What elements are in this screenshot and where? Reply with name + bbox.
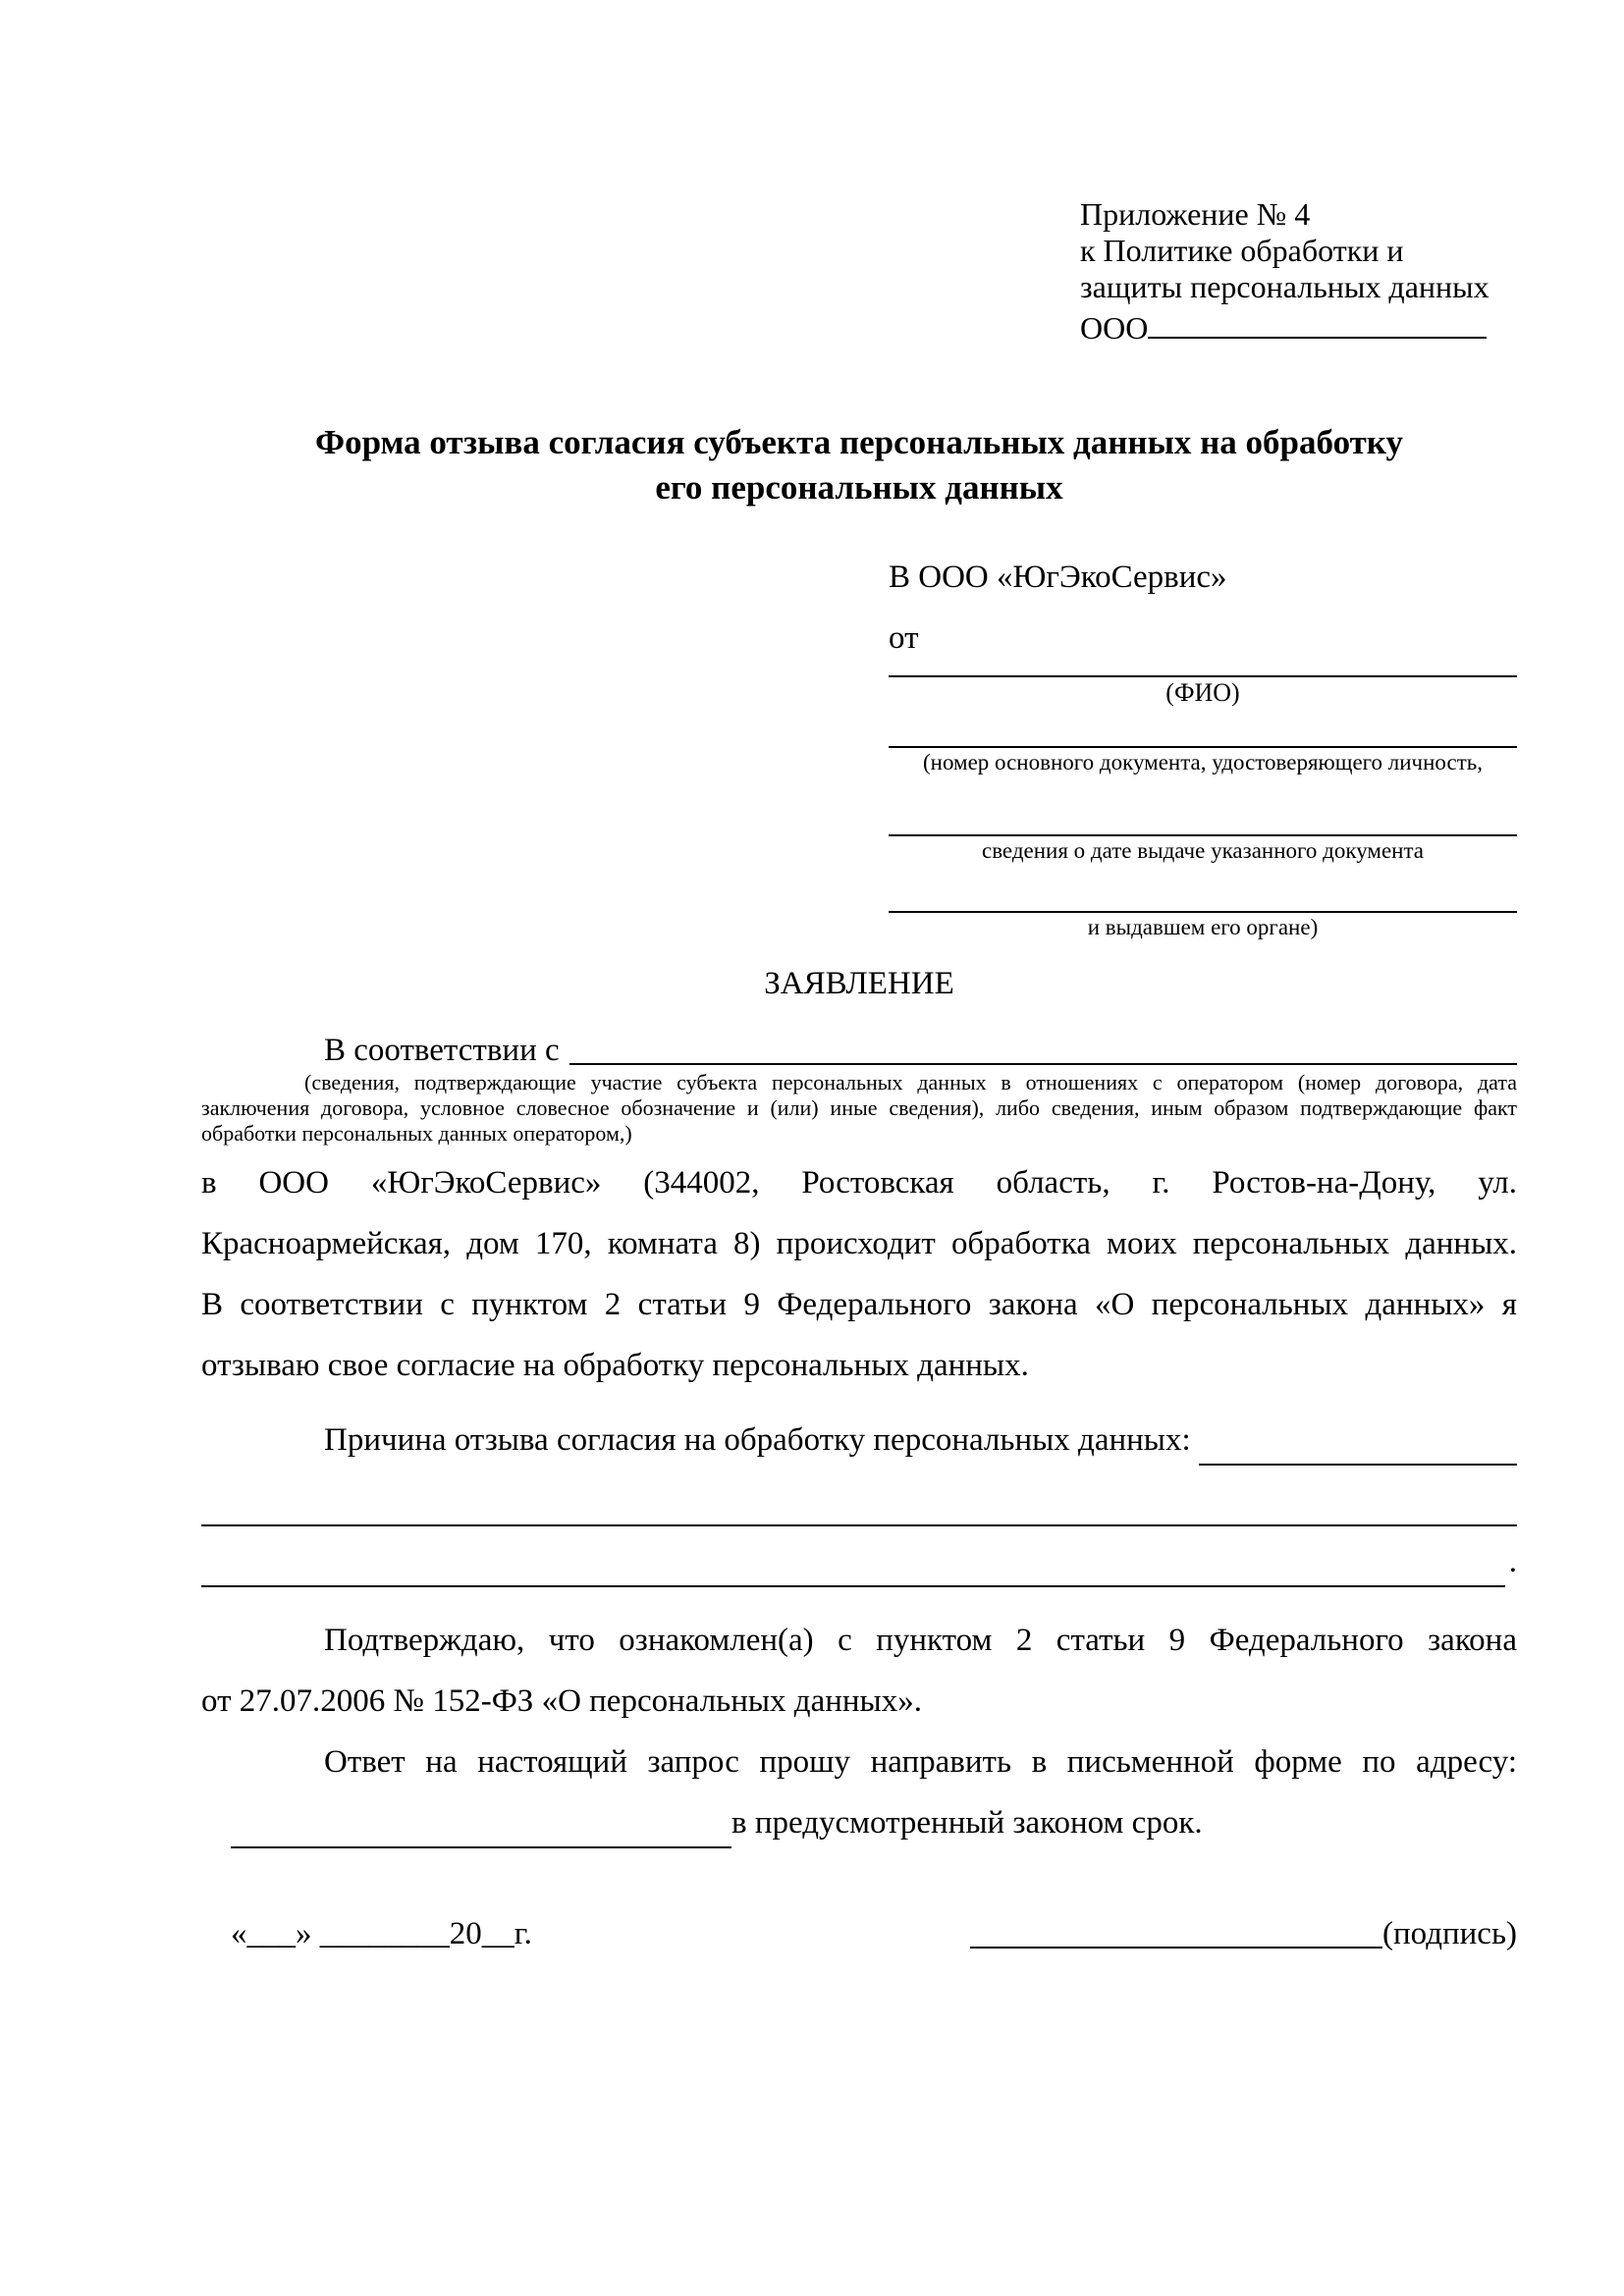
reply-paragraph (201, 1732, 1517, 1853)
document-issuer-caption: и выдавшем его органе) (1087, 915, 1319, 939)
form-title (201, 420, 1517, 510)
document-date-caption: сведения о дате выдаче указанного документа (981, 838, 1425, 863)
confirmation-line: от 27.07.2006 № 152-ФЗ «О персональных данных». (201, 1683, 922, 1719)
confirmation-paragraph (201, 1610, 1517, 1732)
reason-blank-line (201, 1524, 1517, 1526)
reason-terminator: . (1508, 1544, 1517, 1579)
document-number-caption: (номер основного документа, удостоверяющего личность, (922, 750, 1483, 774)
appendix-note-line: Приложение № 4 (1080, 196, 1311, 232)
fio-caption: (ФИО) (1165, 678, 1240, 707)
reason-blank-row (201, 1531, 1517, 1592)
reason-line (201, 1410, 1517, 1470)
confirmation-line: Подтверждаю, что ознакомлен(а) с пунктом 2 статьи 9 Федерального закона (324, 1623, 1517, 1658)
signature-caption: (подпись) (1382, 1916, 1517, 1951)
form-title-line: его персональных данных (655, 468, 1063, 507)
appendix-note-line: к Политике обработки и (1080, 233, 1404, 268)
reply-line: Ответ на настоящий запрос прошу направить в письменной форме по адресу: (324, 1744, 1517, 1780)
date-blank: «___» ________20__г. (231, 1916, 532, 1951)
form-title-line: Форма отзыва согласия субъекта персональных данных на обработку (315, 423, 1403, 461)
signature-blank-line (970, 1947, 1382, 1949)
addressee-block (889, 558, 1517, 942)
reply-suffix: в предусмотренный законом срок. (731, 1805, 1203, 1841)
company-prefix: ООО (1080, 310, 1149, 346)
appendix-company-line (1080, 305, 1517, 347)
addressee-to: В ООО «ЮгЭкоСервис» (889, 560, 1227, 595)
intro-prefix: В соответствии с (324, 1033, 560, 1068)
date-signature-row (201, 1914, 1517, 1953)
reason-blank-line (201, 1585, 1505, 1587)
body-paragraph-line: в ООО «ЮгЭкоСервис» (344002, Ростовская область, г. Ростов-на-Дону, ул. (201, 1165, 1517, 1201)
reason-prefix: Причина отзыва согласия на обработку персональных данных: (324, 1422, 1191, 1458)
addressee-from-label: от (889, 620, 919, 656)
footnote-line: (сведения, подтверждающие участие субъекта персональных данных в отношениях с оператором (номер договора, дата (304, 1070, 1517, 1095)
footnote-line: обработки персональных данных оператором,) (201, 1121, 632, 1146)
reply-address-blank-line (231, 1846, 731, 1848)
signature-cell (970, 1914, 1517, 1953)
appendix-note (1080, 196, 1517, 347)
intro-line (201, 1031, 1517, 1070)
intro-blank-line (569, 1063, 1517, 1065)
appendix-note-line: защиты персональных данных (1080, 269, 1489, 304)
footnote (201, 1070, 1517, 1147)
company-name-blank-line (1148, 305, 1487, 339)
body-paragraph-line: отзываю свое согласие на обработку персональных данных. (201, 1348, 1029, 1383)
reason-blank-line (1199, 1464, 1517, 1466)
document-content (201, 196, 1517, 1953)
body-paragraph (201, 1152, 1517, 1396)
statement-heading: ЗАЯВЛЕНИЕ (764, 966, 954, 1001)
body-paragraph-line: Красноармейская, дом 170, комната 8) происходит обработка моих персональных данных. (201, 1226, 1517, 1261)
reply-address-row (201, 1792, 1517, 1853)
body-paragraph-line: В соответствии с пунктом 2 статьи 9 Федерального закона «О персональных данных» я (201, 1287, 1517, 1322)
reason-blank-row (201, 1470, 1517, 1531)
footnote-line: заключения договора, условное словесное обозначение и (или) иные сведения), либо сведения, иным образом подтверждающие факт (201, 1095, 1517, 1120)
